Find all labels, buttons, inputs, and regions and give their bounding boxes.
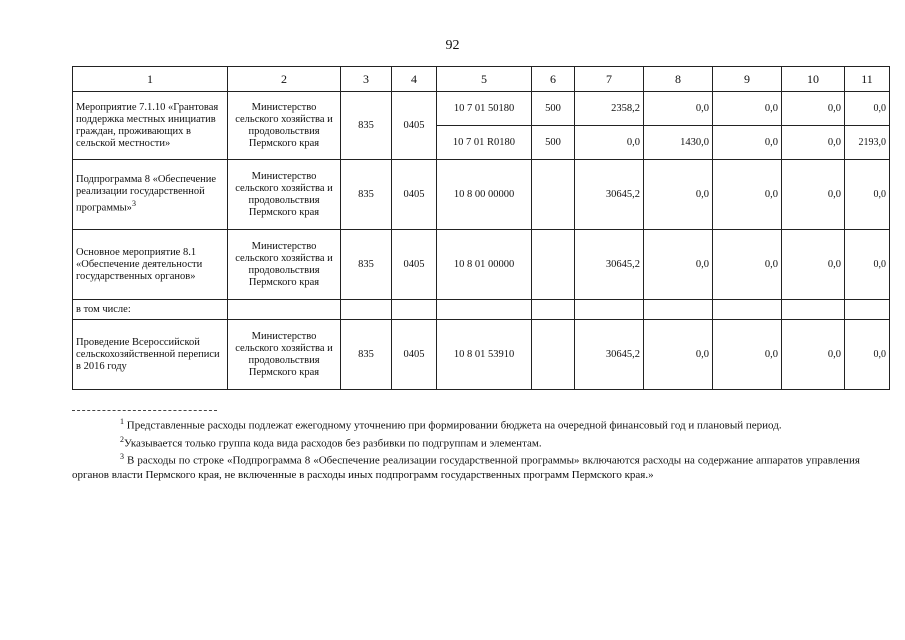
footnote-text: В расходы по строке «Подпрограмма 8 «Обеспечение реализации государственной программы» включаются расходы на содержание аппаратов управления органов власти Пермского края, не включенные в расходы иных подпрограмм государственных программ Пермского края.» — [72, 454, 860, 481]
footnote-mark: 3 — [120, 452, 124, 462]
header-col-6: 6 — [532, 67, 575, 92]
budget-table — [72, 66, 890, 390]
footnote-text: Указывается только группа кода вида расходов без разбивки по подгруппам и элементам. — [124, 437, 542, 450]
row-col-11: 2193,0 — [845, 126, 890, 160]
row-col-7: 30645,2 — [575, 230, 644, 300]
row-name — [73, 160, 228, 230]
header-col-3: 3 — [341, 67, 392, 92]
table-row — [73, 92, 890, 126]
header-col-7: 7 — [575, 67, 644, 92]
row-name: Проведение Всероссийской сельскохозяйственной переписи в 2016 году — [73, 320, 228, 390]
empty-cell — [782, 300, 845, 320]
table-header-row — [73, 67, 890, 92]
row-csr: 10 8 00 00000 — [437, 160, 532, 230]
row-vr — [532, 320, 575, 390]
row-col-10: 0,0 — [782, 320, 845, 390]
footnote-mark: 1 — [120, 417, 124, 426]
row-col-9: 0,0 — [713, 126, 782, 160]
table-row — [73, 160, 890, 230]
row-code: 0405 — [392, 320, 437, 390]
header-col-5: 5 — [437, 67, 532, 92]
row-col-9: 0,0 — [713, 320, 782, 390]
row-col-11: 0,0 — [845, 230, 890, 300]
footnote-ref: 3 — [131, 199, 136, 209]
empty-cell — [437, 300, 532, 320]
row-col-9: 0,0 — [713, 160, 782, 230]
header-col-2: 2 — [228, 67, 341, 92]
footnote-separator — [72, 410, 217, 411]
row-vr — [532, 160, 575, 230]
footnote-2 — [72, 433, 860, 451]
row-col-8: 0,0 — [644, 160, 713, 230]
header-col-1: 1 — [73, 67, 228, 92]
row-col-7: 0,0 — [575, 126, 644, 160]
row-name: Основное мероприятие 8.1 «Обеспечение деятельности государственных органов» — [73, 230, 228, 300]
footnote-text: Представленные расходы подлежат ежегодному уточнению при формировании бюджета на очередной финансовый год и плановый период. — [126, 419, 782, 432]
table-row — [73, 230, 890, 300]
row-col-8: 0,0 — [644, 320, 713, 390]
header-col-4: 4 — [392, 67, 437, 92]
row-label: в том числе: — [73, 300, 228, 320]
row-code: 0405 — [392, 160, 437, 230]
empty-cell — [341, 300, 392, 320]
row-col-11: 0,0 — [845, 320, 890, 390]
row-col-8: 1430,0 — [644, 126, 713, 160]
empty-cell — [845, 300, 890, 320]
row-ministry: Министерство сельского хозяйства и продовольствия Пермского края — [228, 230, 341, 300]
row-csr: 10 8 01 53910 — [437, 320, 532, 390]
row-col-10: 0,0 — [782, 230, 845, 300]
row-csr: 10 7 01 R0180 — [437, 126, 532, 160]
row-col-11: 0,0 — [845, 92, 890, 126]
row-col-9: 0,0 — [713, 92, 782, 126]
row-ministry: Министерство сельского хозяйства и продовольствия Пермского края — [228, 160, 341, 230]
header-col-9: 9 — [713, 67, 782, 92]
row-col-7: 30645,2 — [575, 160, 644, 230]
footnote-1 — [72, 415, 860, 433]
empty-cell — [532, 300, 575, 320]
row-vr — [532, 230, 575, 300]
row-gr: 835 — [341, 230, 392, 300]
row-vr: 500 — [532, 126, 575, 160]
header-col-8: 8 — [644, 67, 713, 92]
row-csr: 10 7 01 50180 — [437, 92, 532, 126]
footnote-mark: 2 — [120, 434, 124, 444]
row-col-8: 0,0 — [644, 92, 713, 126]
row-code: 0405 — [392, 92, 437, 160]
header-col-10: 10 — [782, 67, 845, 92]
row-ministry: Министерство сельского хозяйства и продовольствия Пермского края — [228, 92, 341, 160]
row-gr: 835 — [341, 160, 392, 230]
empty-cell — [713, 300, 782, 320]
table-row — [73, 300, 890, 320]
empty-cell — [392, 300, 437, 320]
row-col-7: 30645,2 — [575, 320, 644, 390]
row-col-8: 0,0 — [644, 230, 713, 300]
row-gr: 835 — [341, 92, 392, 160]
row-vr: 500 — [532, 92, 575, 126]
row-col-11: 0,0 — [845, 160, 890, 230]
footnote-3 — [72, 450, 860, 482]
row-col-10: 0,0 — [782, 92, 845, 126]
footnotes — [72, 410, 860, 482]
row-code: 0405 — [392, 230, 437, 300]
empty-cell — [228, 300, 341, 320]
row-name-text: Подпрограмма 8 «Обеспечение реализации государственной программы» — [76, 174, 217, 214]
page-number: 92 — [445, 38, 460, 53]
row-col-9: 0,0 — [713, 230, 782, 300]
row-ministry: Министерство сельского хозяйства и продовольствия Пермского края — [228, 320, 341, 390]
row-csr: 10 8 01 00000 — [437, 230, 532, 300]
empty-cell — [575, 300, 644, 320]
empty-cell — [644, 300, 713, 320]
header-col-11: 11 — [845, 67, 890, 92]
row-col-10: 0,0 — [782, 126, 845, 160]
row-name: Мероприятие 7.1.10 «Грантовая поддержка местных инициатив граждан, проживающих в сельской местности» — [73, 92, 228, 160]
row-col-10: 0,0 — [782, 160, 845, 230]
table-row — [73, 320, 890, 390]
row-col-7: 2358,2 — [575, 92, 644, 126]
row-gr: 835 — [341, 320, 392, 390]
